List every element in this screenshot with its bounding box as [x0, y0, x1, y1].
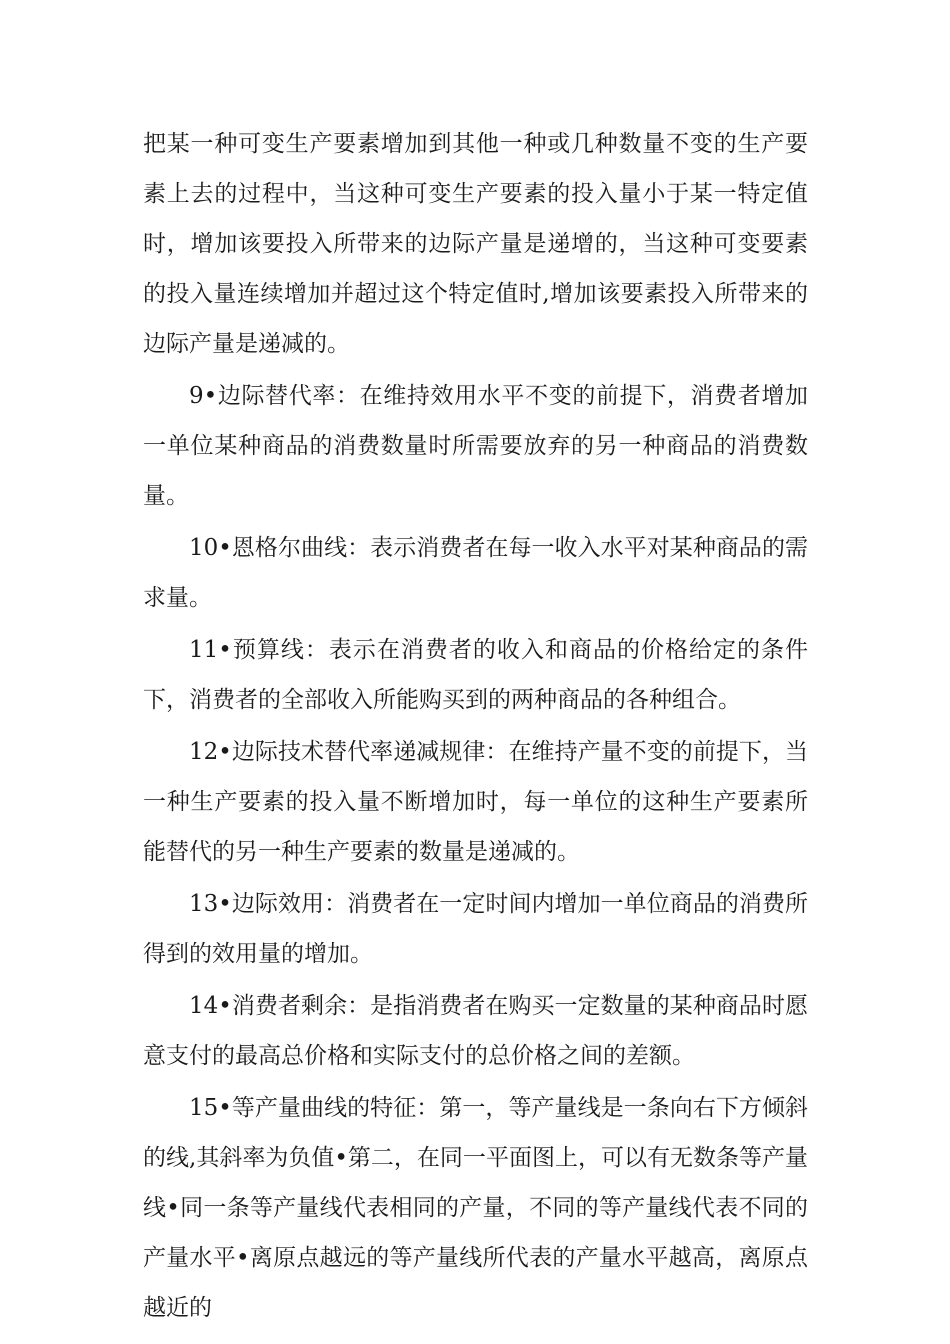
item-definition: 在维持效用水平不变的前提下，消费者增加一单位某种商品的消费数量时所需要放弃的另一种商品的消费数量。 [143, 383, 809, 509]
item-definition: 第一，等产量线是一条向右下方倾斜的线,其斜率为负值•第二，在同一平面图上，可以有无数条等产量线•同一条等产量线代表相同的产量，不同的等产量线代表不同的产量水平•离原点越远的等产量线所代表的产量水平越高，离原点越近的 [143, 1095, 809, 1321]
paragraph-text: 把某一种可变生产要素增加到其他一种或几种数量不变的生产要素上去的过程中，当这种可变生产要素的投入量小于某一特定值时，增加该要投入所带来的边际产量是递增的，当这种可变要素的投入量连续增加并超过这个特定值时,增加该要素投入所带来的边际产量是递减的。 [143, 131, 808, 357]
item-term: 消费者剩余： [231, 993, 371, 1019]
item-term: 恩格尔曲线： [231, 535, 371, 561]
item-definition: 表示消费者在每一收入水平对某种商品的需求量。 [143, 535, 809, 611]
paragraph-item-12 [143, 727, 808, 877]
item-term: 等产量曲线的特征： [231, 1095, 440, 1121]
item-definition: 表示在消费者的收入和商品的价格给定的条件下，消费者的全部收入所能购买到的两种商品的各种组合。 [143, 637, 809, 713]
item-number: 9• [189, 383, 218, 409]
document-body [143, 119, 808, 1333]
item-term: 边际技术替代率递减规律： [231, 739, 509, 765]
item-number: 10• [189, 535, 232, 561]
item-definition: 消费者在一定时间内增加一单位商品的消费所得到的效用量的增加。 [143, 891, 809, 967]
paragraph-item-11 [143, 625, 808, 725]
item-term: 预算线： [231, 637, 329, 663]
item-number: 14• [189, 993, 232, 1019]
item-definition: 在维持产量不变的前提下，当一种生产要素的投入量不断增加时，每一单位的这种生产要素所能替代的另一种生产要素的数量是递减的。 [143, 739, 809, 865]
paragraph-item-14 [143, 981, 808, 1081]
item-definition: 是指消费者在购买一定数量的某种商品时愿意支付的最高总价格和实际支付的总价格之间的差额。 [143, 993, 809, 1069]
paragraph-item-15 [143, 1083, 808, 1333]
item-number: 13• [189, 891, 232, 917]
item-number: 15• [189, 1095, 232, 1121]
item-number: 11• [189, 637, 232, 663]
paragraph-item-9 [143, 371, 808, 521]
paragraph-item-13 [143, 879, 808, 979]
item-term: 边际效用： [231, 891, 348, 917]
paragraph-item-10 [143, 523, 808, 623]
item-number: 12• [189, 739, 232, 765]
item-term: 边际替代率： [217, 383, 360, 409]
paragraph-continued [143, 119, 808, 369]
